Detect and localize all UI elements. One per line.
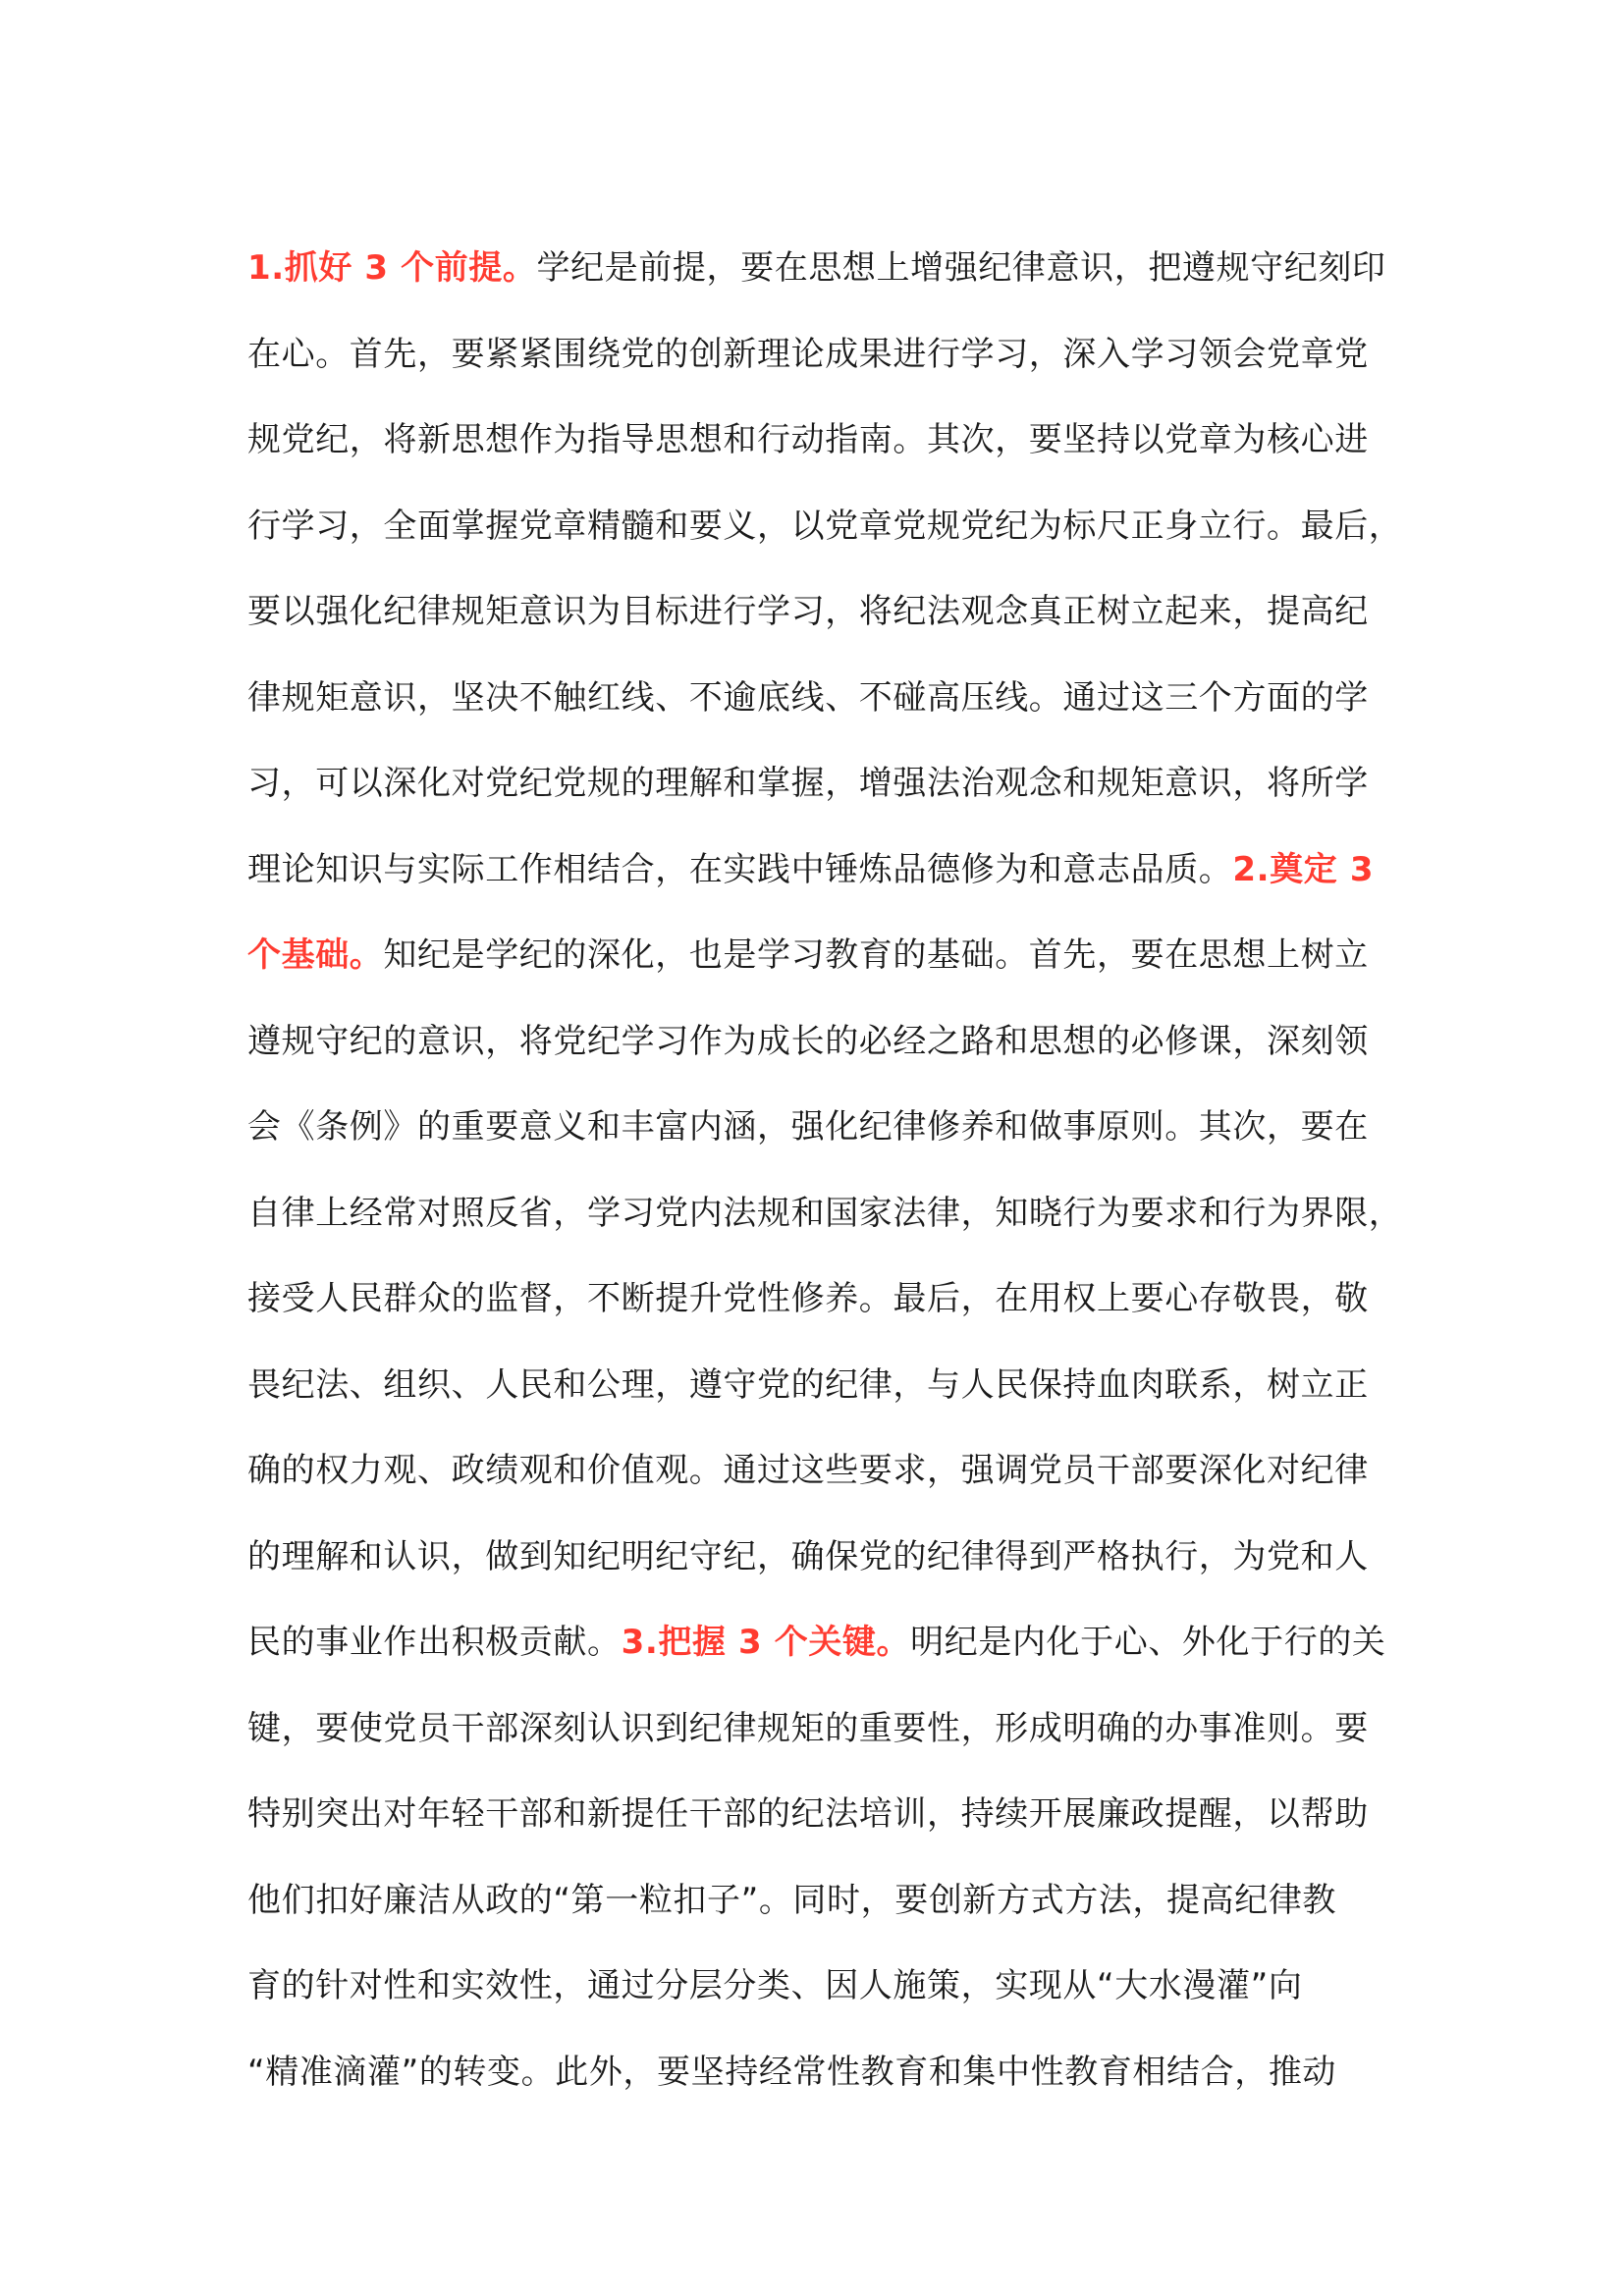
text-line xyxy=(247,1600,1396,1686)
text-segment: 他们扣好廉洁从政的“第一粒扣子”。同时，要创新方式方法，提高纪律教 xyxy=(247,1880,1337,1920)
text-segment: 律规矩意识，坚决不触红线、不逾底线、不碰高压线。通过这三个方面的学 xyxy=(247,677,1369,718)
text-segment: 理论知识与实际工作相结合，在实践中锤炼品德修为和意志品质。 xyxy=(247,849,1233,889)
text-line xyxy=(247,1686,1396,1773)
text-segment: “精准滴灌”的转变。此外，要坚持经常性教育和集中性教育相结合，推动 xyxy=(247,2052,1337,2092)
text-line xyxy=(247,1772,1396,1858)
text-segment: 明纪是内化于心、外化于行的关 xyxy=(910,1623,1386,1662)
text-line xyxy=(247,398,1396,484)
text-line xyxy=(247,1256,1396,1343)
text-segment: 自律上经常对照反省，学习党内法规和国家法律，知晓行为要求和行为界限， xyxy=(247,1193,1403,1233)
text-line xyxy=(247,1171,1403,1257)
section-heading: 2.奠定 3 xyxy=(1232,849,1375,889)
text-line xyxy=(247,999,1396,1086)
text-line xyxy=(247,1515,1396,1601)
text-segment: 特别突出对年轻干部和新提任干部的纪法培训，持续开展廉政提醒，以帮助 xyxy=(247,1794,1369,1834)
text-line xyxy=(247,2030,1396,2116)
text-line xyxy=(247,226,1396,312)
text-line xyxy=(247,656,1396,742)
section-heading: 个基础。 xyxy=(247,935,384,975)
text-segment: 遵规守纪的意识，将党纪学习作为成长的必经之路和思想的必修课，深刻领 xyxy=(247,1021,1369,1061)
text-segment: 知纪是学纪的深化，也是学习教育的基础。首先，要在思想上树立 xyxy=(383,935,1369,975)
section-heading: 3.把握 3 个关键。 xyxy=(621,1623,911,1662)
text-line xyxy=(247,1944,1396,2030)
text-line xyxy=(247,312,1396,399)
text-line xyxy=(247,1428,1396,1515)
text-line xyxy=(247,484,1403,570)
text-line xyxy=(247,828,1396,914)
text-line xyxy=(247,741,1396,828)
text-segment: 育的针对性和实效性，通过分层分类、因人施策，实现从“大水漫灌”向 xyxy=(247,1966,1303,2005)
text-segment: 键，要使党员干部深刻认识到纪律规矩的重要性，形成明确的办事准则。要 xyxy=(247,1708,1369,1748)
text-segment: 确的权力观、政绩观和价值观。通过这些要求，强调党员干部要深化对纪律 xyxy=(247,1451,1369,1490)
text-segment: 会《条例》的重要意义和丰富内涵，强化纪律修养和做事原则。其次，要在 xyxy=(247,1107,1369,1147)
text-line xyxy=(247,569,1396,656)
text-segment: 规党纪，将新思想作为指导思想和行动指南。其次，要坚持以党章为核心进 xyxy=(247,420,1369,459)
body-paragraph xyxy=(247,226,1403,2115)
text-segment: 学纪是前提，要在思想上增强纪律意识，把遵规守纪刻印 xyxy=(536,248,1386,288)
text-segment: 在心。首先，要紧紧围绕党的创新理论成果进行学习，深入学习领会党章党 xyxy=(247,334,1369,374)
text-segment: 习，可以深化对党纪党规的理解和掌握，增强法治观念和规矩意识，将所学 xyxy=(247,764,1369,803)
text-line xyxy=(247,913,1396,999)
text-segment: 接受人民群众的监督，不断提升党性修养。最后，在用权上要心存敬畏，敬 xyxy=(247,1279,1369,1318)
text-segment: 要以强化纪律规矩意识为目标进行学习，将纪法观念真正树立起来，提高纪 xyxy=(247,592,1369,631)
text-segment: 民的事业作出积极贡献。 xyxy=(247,1623,622,1662)
text-segment: 的理解和认识，做到知纪明纪守纪，确保党的纪律得到严格执行，为党和人 xyxy=(247,1536,1369,1576)
text-segment: 畏纪法、组织、人民和公理，遵守党的纪律，与人民保持血肉联系，树立正 xyxy=(247,1364,1369,1405)
text-line xyxy=(247,1343,1396,1429)
text-segment: 行学习，全面掌握党章精髓和要义，以党章党规党纪为标尺正身立行。最后， xyxy=(247,506,1403,546)
section-heading: 1.抓好 3 个前提。 xyxy=(247,248,537,288)
text-line xyxy=(247,1085,1396,1171)
text-line xyxy=(247,1858,1396,1945)
